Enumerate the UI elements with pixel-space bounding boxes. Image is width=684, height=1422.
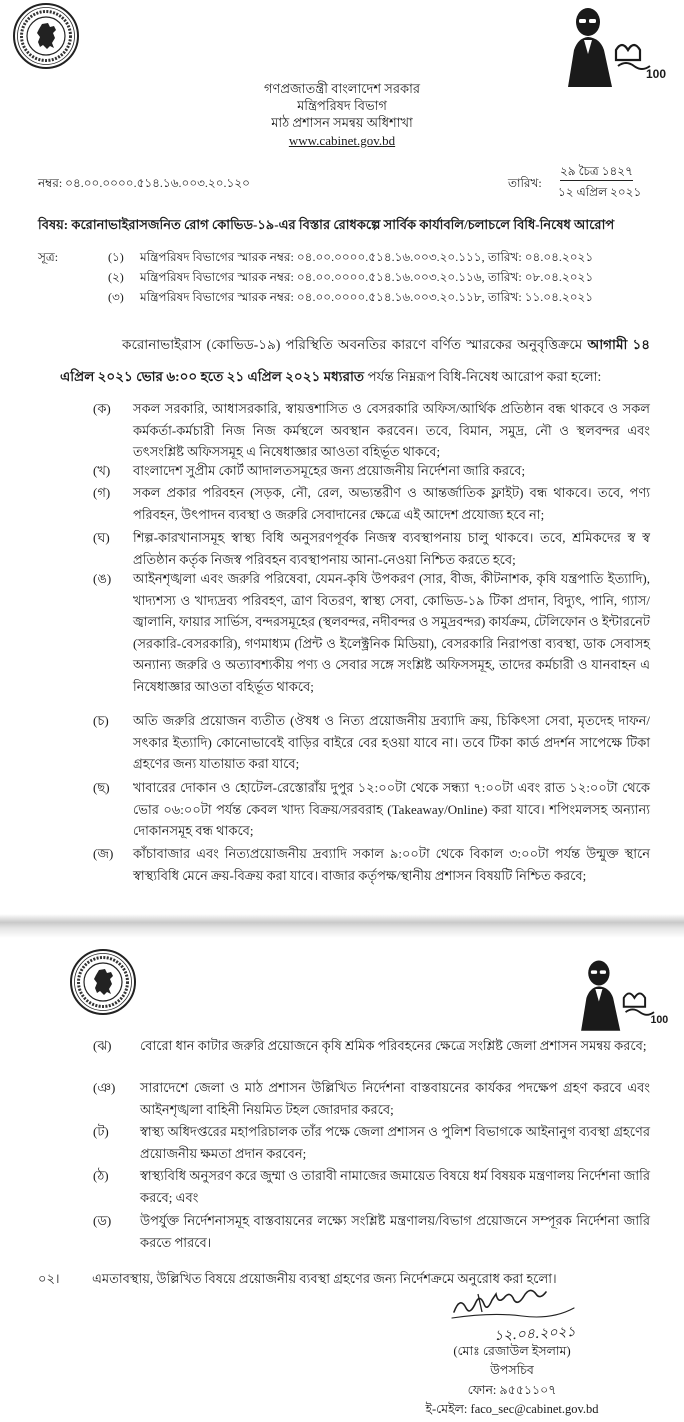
subject-line bbox=[38, 215, 663, 235]
intro-paragraph bbox=[60, 329, 650, 393]
intro-text-after: পর্যন্ত নিম্নরূপ বিধি-নিষেধ আরোপ করা হলো: bbox=[364, 369, 602, 384]
clause-ja bbox=[93, 843, 650, 886]
clause-uma bbox=[93, 568, 650, 697]
logo-100-text: 100 bbox=[650, 1013, 669, 1026]
email-address: faco_sec@cabinet.gov.bd bbox=[470, 1402, 599, 1416]
clause-label: (খ) bbox=[93, 463, 111, 478]
clause-text: অতি জরুরি প্রয়োজন ব্যতীত (ঔষধ ও নিত্য প্রয়োজনীয় দ্রব্যাদি ক্রয়, চিকিৎসা সেবা, মৃতদেহ দাফন/সৎকার ইত্যাদি) কোনোভাবেই বাড়ির বাইরে বের হওয়া যাবে না। তবে টিকা কার্ড প্রদর্শন সাপেক্ষে টিকা গ্রহণের জন্য যাতায়াত করা যাবে; bbox=[133, 713, 650, 771]
government-seal-logo bbox=[12, 2, 80, 70]
mujib-100-logo bbox=[560, 2, 668, 87]
intro-text-before: করোনাভাইরাস (কোভিড-১৯) পরিস্থিতি অবনতির কারণে বর্ণিত স্মারকের অনুবৃত্তিক্রমে bbox=[122, 337, 588, 352]
reference-number: (২) bbox=[108, 270, 124, 284]
header-website-row bbox=[142, 132, 542, 149]
reference-date: তারিখ: ১১.০৪.২০২১ bbox=[488, 290, 594, 304]
clause-jha bbox=[93, 1035, 650, 1057]
clause-kha bbox=[93, 460, 650, 482]
clause-label: (ক) bbox=[93, 401, 111, 416]
clause-text: আইনশৃঙ্খলা এবং জরুরি পরিষেবা, যেমন-কৃষি উপকরণ (সার, বীজ, কীটনাশক, কৃষি যন্ত্রপাতি ইত্যাদি), খাদ্যশস্য ও খাদ্যদ্রব্য পরিবহণ, ত্রাণ বিতরণ, স্বাস্থ্য সেবা, কোভিড-১৯ টিকা প্রদান, বিদ্যুৎ, পানি, গ্যাস/জ্বালানি, ফায়ার সার্ভিস, বন্দরসমূহের (স্থলবন্দর, নদীবন্দর ও সমুদ্রবন্দর) কার্যক্রম, টেলিফোন ও ইন্টারনেট (সরকারি-বেসরকারি), গণমাধ্যম (প্রিন্ট ও ইলেক্ট্রনিক মিডিয়া), বেসরকারি নিরাপত্তা ব্যবস্থা, ডাক সেবাসহ অন্যান্য জরুরি ও অত্যাবশ্যকীয় পণ্য ও সেবার সঙ্গে সংশ্লিষ্ট অফিসসমূহ, তাদের কর্মচারী ও যানবাহন এ নিষেধাজ্ঞার আওতা বহির্ভূত থাকবে; bbox=[133, 571, 650, 694]
clause-label: (ট) bbox=[93, 1124, 109, 1139]
clause-da bbox=[93, 1210, 650, 1253]
clause-label: (জ) bbox=[93, 846, 114, 861]
clause-text: স্বাস্থ্য অধিদপ্তরের মহাপরিচালক তাঁর পক্ষে জেলা প্রশাসন ও পুলিশ বিভাগকে আইনানুগ ব্যবস্থা গ্রহণের প্রয়োজনীয় ক্ষমতা প্রদান করবেন; bbox=[140, 1124, 650, 1161]
clause-text: সকল প্রকার পরিবহন (সড়ক, নৌ, রেল, অভ্যন্তরীণ ও আন্তর্জাতিক ফ্লাইট) বন্ধ থাকবে। তবে, পণ্য পরিবহন, উৎপাদন ব্যবস্থা ও জরুরি সেবাদানের ক্ষেত্রে এই আদেশ প্রযোজ্য হবে না; bbox=[133, 485, 650, 522]
date-gregorian: ১২ এপ্রিল ২০২১ bbox=[558, 185, 642, 199]
reference-date: তারিখ: ০৪.০৪.২০২১ bbox=[488, 250, 594, 264]
header-division: মন্ত্রিপরিষদ বিভাগ bbox=[297, 98, 387, 113]
clause-label: (ঝ) bbox=[93, 1038, 112, 1053]
seal-icon bbox=[12, 2, 80, 70]
signatory-name: (মোঃ রেজাউল ইসলাম) bbox=[453, 1344, 571, 1358]
date-bengali: ২৯ চৈত্র ১৪২৭ bbox=[560, 163, 633, 181]
reference-text: মন্ত্রিপরিষদ বিভাগের স্মারক নম্বর: ০৪.০০.০০০০.৫১৪.১৬.০০৩.২০.১১৬, bbox=[140, 270, 485, 284]
clause-label: (ড) bbox=[93, 1213, 112, 1228]
government-seal-logo bbox=[69, 948, 137, 1016]
clause-nya bbox=[93, 1077, 650, 1120]
clause-text: উপর্যুক্ত নির্দেশনাসমূহ বাস্তবায়নের লক্ষ্যে সংশ্লিষ্ট মন্ত্রণালয়/বিভাগ প্রয়োজনে সম্পূরক নির্দেশনা জারি করতে পারবে। bbox=[140, 1213, 650, 1250]
mujib-portrait-icon bbox=[574, 953, 670, 1033]
closing-paragraph: এমতাবস্থায়, উল্লিখিত বিষয়ে প্রয়োজনীয় ব্যবস্থা গ্রহণের জন্য নির্দেশক্রমে অনুরোধ করা হলো। bbox=[92, 1271, 557, 1286]
clause-tha bbox=[93, 1165, 650, 1208]
memo-number: নম্বর: ০৪.০০.০০০০.৫১৪.১৬.০০৩.২০.১২০ bbox=[38, 176, 250, 190]
clause-text: সকল সরকারি, আধাসরকারি, স্বায়ত্তশাসিত ও বেসরকারি অফিস/আর্থিক প্রতিষ্ঠান বন্ধ থাকবে ও সকল কর্মকর্তা-কর্মচারী নিজ নিজ কর্মস্থলে অবস্থান করবেন। তবে, বিমান, সমুদ্র, নৌ ও স্থলবন্দর এবং তৎসংশ্লিষ্ট অফিসসমূহ এ নিষেধাজ্ঞার আওতা বহির্ভূত থাকবে; bbox=[133, 401, 650, 459]
clause-label: (ঞ) bbox=[93, 1080, 116, 1095]
clause-chha bbox=[93, 777, 650, 842]
header-government: গণপ্রজাতন্ত্রী বাংলাদেশ সরকার bbox=[263, 81, 421, 96]
clause-text: শিল্প-কারখানাসমূহ স্বাস্থ্য বিধি অনুসরণপূর্বক নিজস্ব ব্যবস্থাপনায় চালু থাকবে। তবে, শ্রমিকদের স্ব স্ব প্রতিষ্ঠান কর্তৃক নিজস্ব পরিবহন ব্যবস্থাপনায় আনা-নেওয়া নিশ্চিত করতে হবে; bbox=[133, 530, 650, 567]
email-label: ই-মেইল: bbox=[425, 1402, 471, 1416]
clause-label: (চ) bbox=[93, 713, 109, 728]
signatory-phone: ফোন: ৯৫৫১১০৭ bbox=[467, 1383, 557, 1397]
clause-text: সারাদেশে জেলা ও মাঠ প্রশাসন উল্লিখিত নির্দেশনা বাস্তবায়নের কার্যকর পদক্ষেপ গ্রহণ করবে এবং আইনশৃঙ্খলা বাহিনী নিয়মিত টহল জোরদার করবে; bbox=[140, 1080, 650, 1117]
clause-cha bbox=[93, 710, 650, 775]
signature-date: ১২.০৪.২০২১ bbox=[493, 1323, 577, 1345]
mujib-100-logo bbox=[574, 953, 670, 1033]
page-break-divider bbox=[0, 914, 684, 938]
subject-text: করোনাভাইরাসজনিত রোগ কোভিড-১৯-এর বিস্তার রোধকল্পে সার্বিক কার্যাবলি/চলাচলে বিধি-নিষেধ আরোপ bbox=[71, 217, 615, 232]
clause-ka bbox=[93, 398, 650, 463]
references-label: সূত্র: bbox=[38, 250, 59, 264]
clause-text: স্বাস্থ্যবিধি অনুসরণ করে জুম্মা ও তারাবী নামাজের জমায়েত বিষয়ে ধর্ম বিষয়ক মন্ত্রণালয় নির্দেশনা জারি করবে; এবং bbox=[140, 1168, 650, 1205]
mujib-portrait-icon bbox=[560, 2, 668, 87]
clause-label: (ঠ) bbox=[93, 1168, 109, 1183]
website-link: www.cabinet.gov.bd bbox=[288, 133, 396, 148]
clause-ta bbox=[93, 1121, 650, 1164]
clause-text: কাঁচাবাজার এবং নিত্যপ্রয়োজনীয় দ্রব্যাদি সকাল ৯:০০টা থেকে বিকাল ৩:০০টা পর্যন্ত উন্মুক্ত স্থানে স্বাস্থ্যবিধি মেনে ক্রয়-বিক্রয় করা যাবে। বাজার কর্তৃপক্ষ/স্থানীয় প্রশাসন বিষয়টি নিশ্চিত করবে; bbox=[133, 846, 650, 883]
clause-text: খাবারের দোকান ও হোটেল-রেস্তোরাঁয় দুপুর ১২:০০টা থেকে সন্ধ্যা ৭:০০টা এবং রাত ১২:০০টা থেকে ভোর ০৬:০০টা পর্যন্ত কেবল খাদ্য বিক্রয়/সরবরাহ (Takeaway/Online) করা যাবে। শপিংমলসহ অন্যান্য দোকানসমূহ বন্ধ থাকবে; bbox=[133, 780, 650, 838]
reference-text: মন্ত্রিপরিষদ বিভাগের স্মারক নম্বর: ০৪.০০.০০০০.৫১৪.১৬.০০৩.২০.১১১, bbox=[140, 250, 485, 264]
clause-label: (ঘ) bbox=[93, 530, 110, 545]
clause-text: বোরো ধান কাটার জরুরি প্রয়োজনে কৃষি শ্রমিক পরিবহনের ক্ষেত্রে সংশ্লিষ্ট জেলা প্রশাসন সমন্বয় করবে; bbox=[140, 1038, 647, 1053]
seal-icon bbox=[69, 948, 137, 1016]
signatory-email-row bbox=[372, 1401, 652, 1418]
intro-text-bold: আগামী ১৪ এপ্রিল ২০২১ ভোর ৬:০০ হতে ২১ এপ্রিল ২০২১ মধ্যরাত bbox=[60, 337, 651, 384]
paragraph-number: ০২। bbox=[38, 1271, 60, 1286]
date-label: তারিখ: bbox=[508, 176, 542, 190]
reference-date: তারিখ: ০৮.০৪.২০২১ bbox=[488, 270, 594, 284]
reference-number: (৩) bbox=[108, 290, 124, 304]
clause-label: (ঙ) bbox=[93, 571, 112, 586]
clause-text: বাংলাদেশ সুপ্রীম কোর্ট আদালতসমূহের জন্য প্রয়োজনীয় নির্দেশনা জারি করবে; bbox=[133, 463, 526, 478]
logo-100-text: 100 bbox=[646, 67, 667, 81]
clause-ga bbox=[93, 482, 650, 525]
reference-text: মন্ত্রিপরিষদ বিভাগের স্মারক নম্বর: ০৪.০০.০০০০.৫১৪.১৬.০০৩.২০.১১৮, bbox=[140, 290, 485, 304]
header-branch: মাঠ প্রশাসন সমন্বয় অধিশাখা bbox=[271, 115, 413, 130]
reference-number: (১) bbox=[108, 250, 124, 264]
clause-gha bbox=[93, 527, 650, 570]
clause-label: (গ) bbox=[93, 485, 111, 500]
clause-label: (ছ) bbox=[93, 780, 110, 795]
signatory-designation: উপসচিব bbox=[490, 1363, 534, 1377]
subject-label: বিষয়: bbox=[38, 217, 69, 232]
